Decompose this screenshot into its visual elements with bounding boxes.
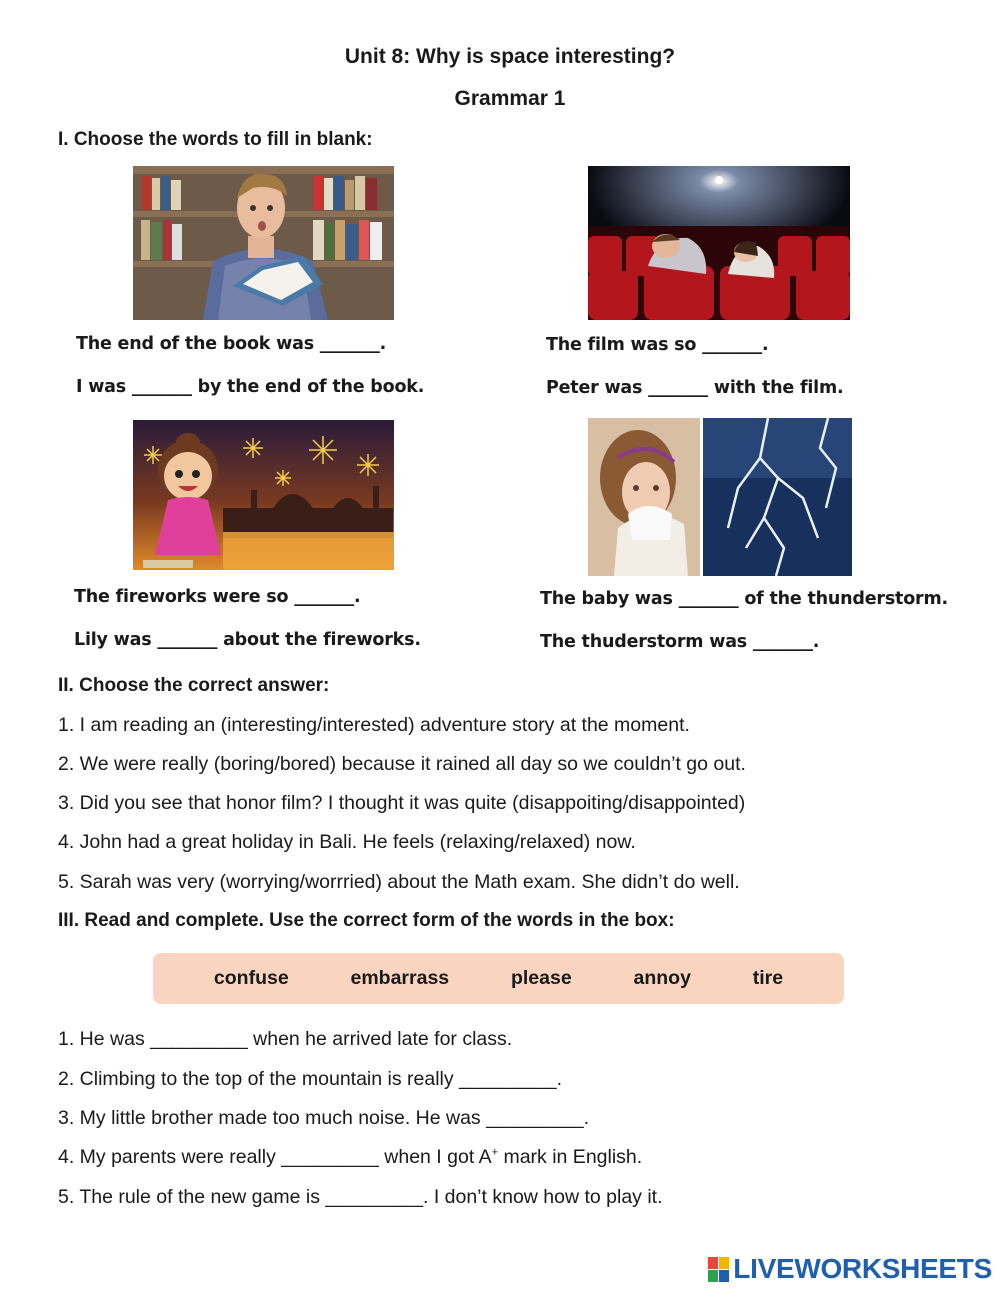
cinema-sleeping-image — [588, 166, 850, 320]
question-3-4-sup: + — [491, 1146, 499, 1159]
word-tire: tire — [752, 967, 784, 989]
question-3-1: 1. He was _________ when he arrived late for class. — [58, 1028, 513, 1050]
question-3-3: 3. My little brother made too much noise. He was _________. — [58, 1107, 590, 1129]
caption-1b: I was _______ by the end of the book. — [76, 377, 425, 397]
question-3-5: 5. The rule of the new game is _________. I don’t know how to play it. — [58, 1186, 663, 1208]
child-thunderstorm-image — [588, 418, 852, 576]
word-box — [153, 953, 844, 1004]
logo-mark-icon — [708, 1257, 729, 1282]
word-annoy: annoy — [633, 967, 691, 989]
caption-4b: The thuderstorm was _______. — [540, 632, 820, 652]
word-confuse: confuse — [213, 967, 289, 989]
caption-4a: The baby was _______ of the thunderstorm. — [540, 589, 948, 609]
liveworksheets-logo — [708, 1253, 992, 1285]
caption-3b: Lily was _______ about the fireworks. — [74, 630, 421, 650]
question-2-4: 4. John had a great holiday in Bali. He feels (relaxing/relaxed) now. — [58, 831, 636, 853]
question-3-4 — [58, 1146, 642, 1169]
question-2-3: 3. Did you see that honor film? I thought it was quite (disappoiting/disappointed) — [58, 792, 746, 814]
question-2-5: 5. Sarah was very (worrying/worrried) about the Math exam. She didn’t do well. — [58, 871, 740, 893]
question-3-4-text: 4. My parents were really _________ when I got A — [58, 1146, 492, 1168]
caption-1a: The end of the book was _______. — [76, 334, 387, 354]
question-2-1: 1. I am reading an (interesting/interested) adventure story at the moment. — [58, 714, 690, 736]
brand-name: LIVEWORKSHEETS — [733, 1253, 992, 1284]
caption-2a: The film was so _______. — [546, 335, 769, 355]
fireworks-cartoon-image — [133, 420, 394, 570]
question-2-2: 2. We were really (boring/bored) because it rained all day so we couldn’t go out. — [58, 753, 746, 775]
word-please: please — [510, 967, 572, 989]
section-2-heading: II. Choose the correct answer: — [58, 675, 330, 696]
question-3-2: 2. Climbing to the top of the mountain is really _________. — [58, 1068, 563, 1090]
page-subtitle: Grammar 1 — [454, 87, 566, 110]
section-3-heading: III. Read and complete. Use the correct form of the words in the box: — [58, 910, 675, 931]
man-reading-book-image — [133, 166, 394, 320]
section-1-heading: I. Choose the words to fill in blank: — [58, 129, 373, 150]
question-3-4-suffix: mark in English. — [498, 1146, 643, 1168]
page-title: Unit 8: Why is space interesting? — [344, 45, 676, 68]
caption-2b: Peter was _______ with the film. — [546, 378, 844, 398]
word-embarrass: embarrass — [350, 967, 450, 989]
caption-3a: The fireworks were so _______. — [74, 587, 361, 607]
